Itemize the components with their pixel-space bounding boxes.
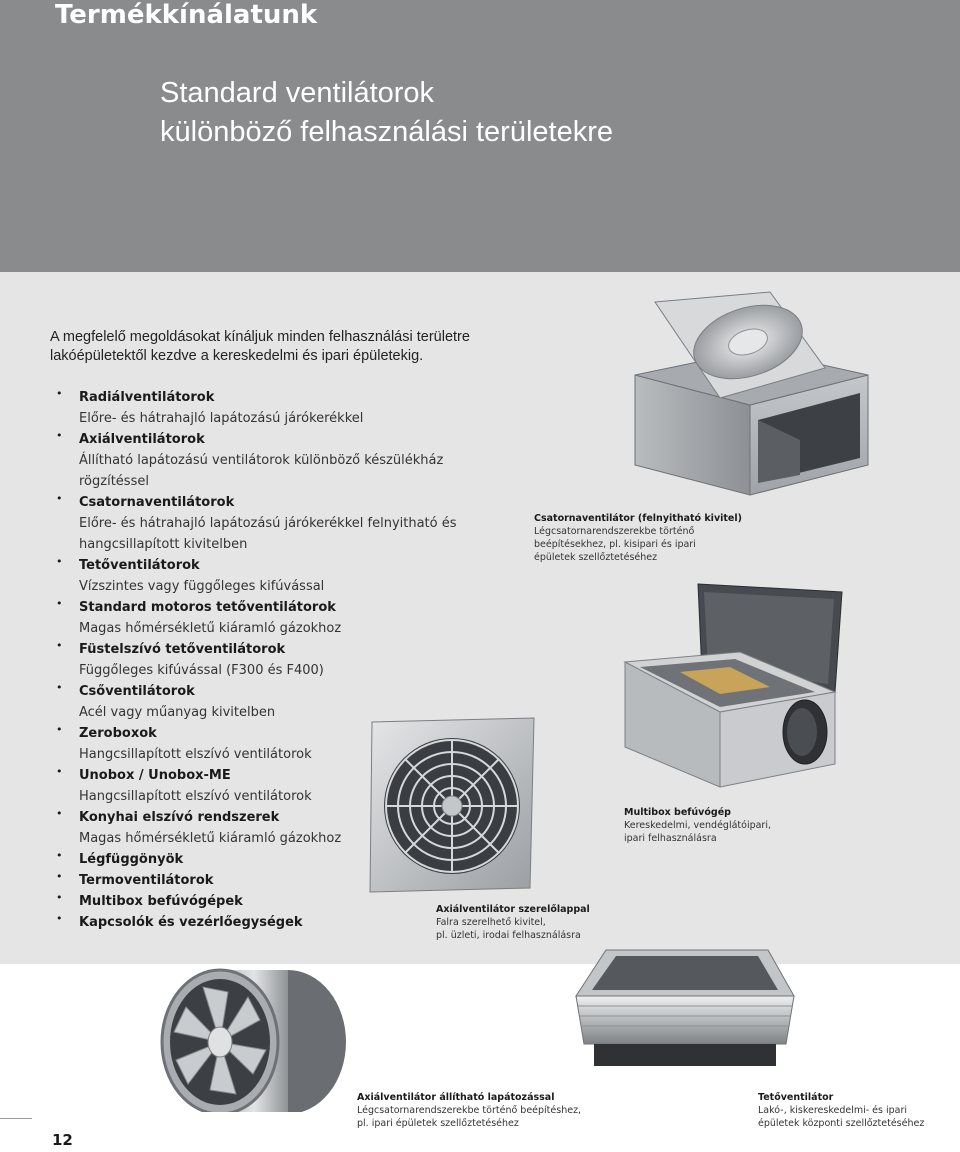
product-title: Csatornaventilátorok — [79, 495, 235, 510]
product-title: Unobox / Unobox-ME — [79, 768, 231, 783]
list-item — [56, 639, 457, 681]
product-title: Csőventilátorok — [79, 684, 195, 699]
product-title: Tetőventilátorok — [79, 558, 200, 573]
bullet-icon: • — [56, 387, 63, 400]
product-title: Konyhai elszívó rendszerek — [79, 810, 280, 825]
bullet-icon: • — [56, 429, 63, 442]
bullet-icon: • — [56, 639, 63, 652]
roof-fan-image — [568, 944, 800, 1072]
caption-axial-adjustable — [357, 1091, 581, 1130]
caption-line: Légcsatornarendszerekbe történő beépítéshez, — [357, 1105, 582, 1116]
caption-line: pl. üzleti, irodai felhasználásra — [436, 930, 581, 941]
bullet-icon: • — [56, 912, 63, 925]
caption-line: pl. ipari épületek szellőztetéséhez — [357, 1118, 519, 1129]
caption-multibox — [624, 806, 771, 845]
product-title: Zeroboxok — [79, 726, 157, 741]
duct-fan-image — [630, 290, 875, 500]
caption-title: Axiálventilátor szerelőlappal — [436, 904, 590, 915]
product-desc: Függőleges kifúvással (F300 és F400) — [79, 663, 324, 678]
product-desc: Előre- és hátrahajló lapátozású járókerékkel — [79, 411, 364, 426]
product-title: Axiálventilátorok — [79, 432, 205, 447]
product-desc: Hangcsillapított elszívó ventilátorok — [79, 747, 312, 762]
product-desc: Vízszintes vagy függőleges kifúvással — [79, 579, 325, 594]
bullet-icon: • — [56, 870, 63, 883]
product-desc: rögzítéssel — [79, 474, 149, 489]
list-item — [56, 387, 457, 429]
intro-line-2: lakóépületektől kezdve a kereskedelmi és ipari épületekig. — [50, 348, 424, 364]
axial-plate-fan-image — [368, 716, 538, 894]
bullet-icon: • — [56, 765, 63, 778]
caption-line: beépítésekhez, pl. kisipari és ipari — [534, 539, 696, 550]
product-title: Standard motoros tetőventilátorok — [79, 600, 336, 615]
product-title: Radiálventilátorok — [79, 390, 215, 405]
caption-line: épületek központi szellőztetéséhez — [758, 1118, 925, 1129]
list-item — [56, 429, 457, 492]
caption-title: Tetőventilátor — [758, 1092, 834, 1103]
subtitle-line-1: Standard ventilátorok — [160, 77, 435, 109]
caption-roof-fan — [758, 1091, 924, 1130]
product-title: Multibox befúvógépek — [79, 894, 243, 909]
caption-line: Kereskedelmi, vendéglátóipari, — [624, 820, 771, 831]
page-divider — [0, 1118, 32, 1119]
caption-line: Lakó-, kiskereskedelmi- és ipari — [758, 1105, 908, 1116]
bullet-icon: • — [56, 597, 63, 610]
section-subtitle — [160, 74, 613, 152]
multibox-image — [620, 582, 845, 792]
caption-line: ipari felhasználásra — [624, 833, 717, 844]
bullet-icon: • — [56, 807, 63, 820]
product-desc: Magas hőmérsékletű kiáramló gázokhoz — [79, 831, 342, 846]
list-item — [56, 912, 457, 933]
caption-duct-fan — [534, 512, 742, 564]
page-title: Termékkínálatunk — [55, 0, 318, 30]
subtitle-line-2: különböző felhasználási területekre — [160, 116, 613, 148]
list-item — [56, 597, 457, 639]
product-desc: Állítható lapátozású ventilátorok különböző készülékház — [79, 453, 444, 468]
caption-line: épületek szellőztetéséhez — [534, 552, 658, 563]
bullet-icon: • — [56, 492, 63, 505]
header-band — [0, 0, 960, 272]
bullet-icon: • — [56, 681, 63, 694]
list-item — [56, 492, 457, 555]
page-number: 12 — [52, 1131, 73, 1149]
product-desc: Hangcsillapított elszívó ventilátorok — [79, 789, 312, 804]
list-item — [56, 555, 457, 597]
intro-text — [50, 328, 470, 366]
product-desc: Előre- és hátrahajló lapátozású járókerékkel felnyitható és — [79, 516, 457, 531]
product-title: Füstelszívó tetőventilátorok — [79, 642, 286, 657]
bullet-icon: • — [56, 891, 63, 904]
caption-title: Axiálventilátor állítható lapátozással — [357, 1092, 555, 1103]
caption-title: Csatornaventilátor (felnyitható kivitel) — [534, 513, 742, 524]
bullet-icon: • — [56, 555, 63, 568]
product-desc: Magas hőmérsékletű kiáramló gázokhoz — [79, 621, 342, 636]
bullet-icon: • — [56, 849, 63, 862]
product-title: Légfüggönyök — [79, 852, 184, 867]
product-desc: Acél vagy műanyag kivitelben — [79, 705, 276, 720]
caption-line: Falra szerelhető kivitel, — [436, 917, 546, 928]
axial-adjustable-fan-image — [148, 962, 353, 1112]
caption-line: Légcsatornarendszerekbe történő — [534, 526, 695, 537]
product-title: Termoventilátorok — [79, 873, 214, 888]
bullet-icon: • — [56, 723, 63, 736]
caption-title: Multibox befúvógép — [624, 807, 731, 818]
caption-axial-plate — [436, 903, 590, 942]
intro-line-1: A megfelelő megoldásokat kínáljuk minden felhasználási területre — [50, 329, 470, 345]
product-title: Kapcsolók és vezérlőegységek — [79, 915, 303, 930]
product-desc: hangcsillapított kivitelben — [79, 537, 248, 552]
list-item — [56, 891, 457, 912]
